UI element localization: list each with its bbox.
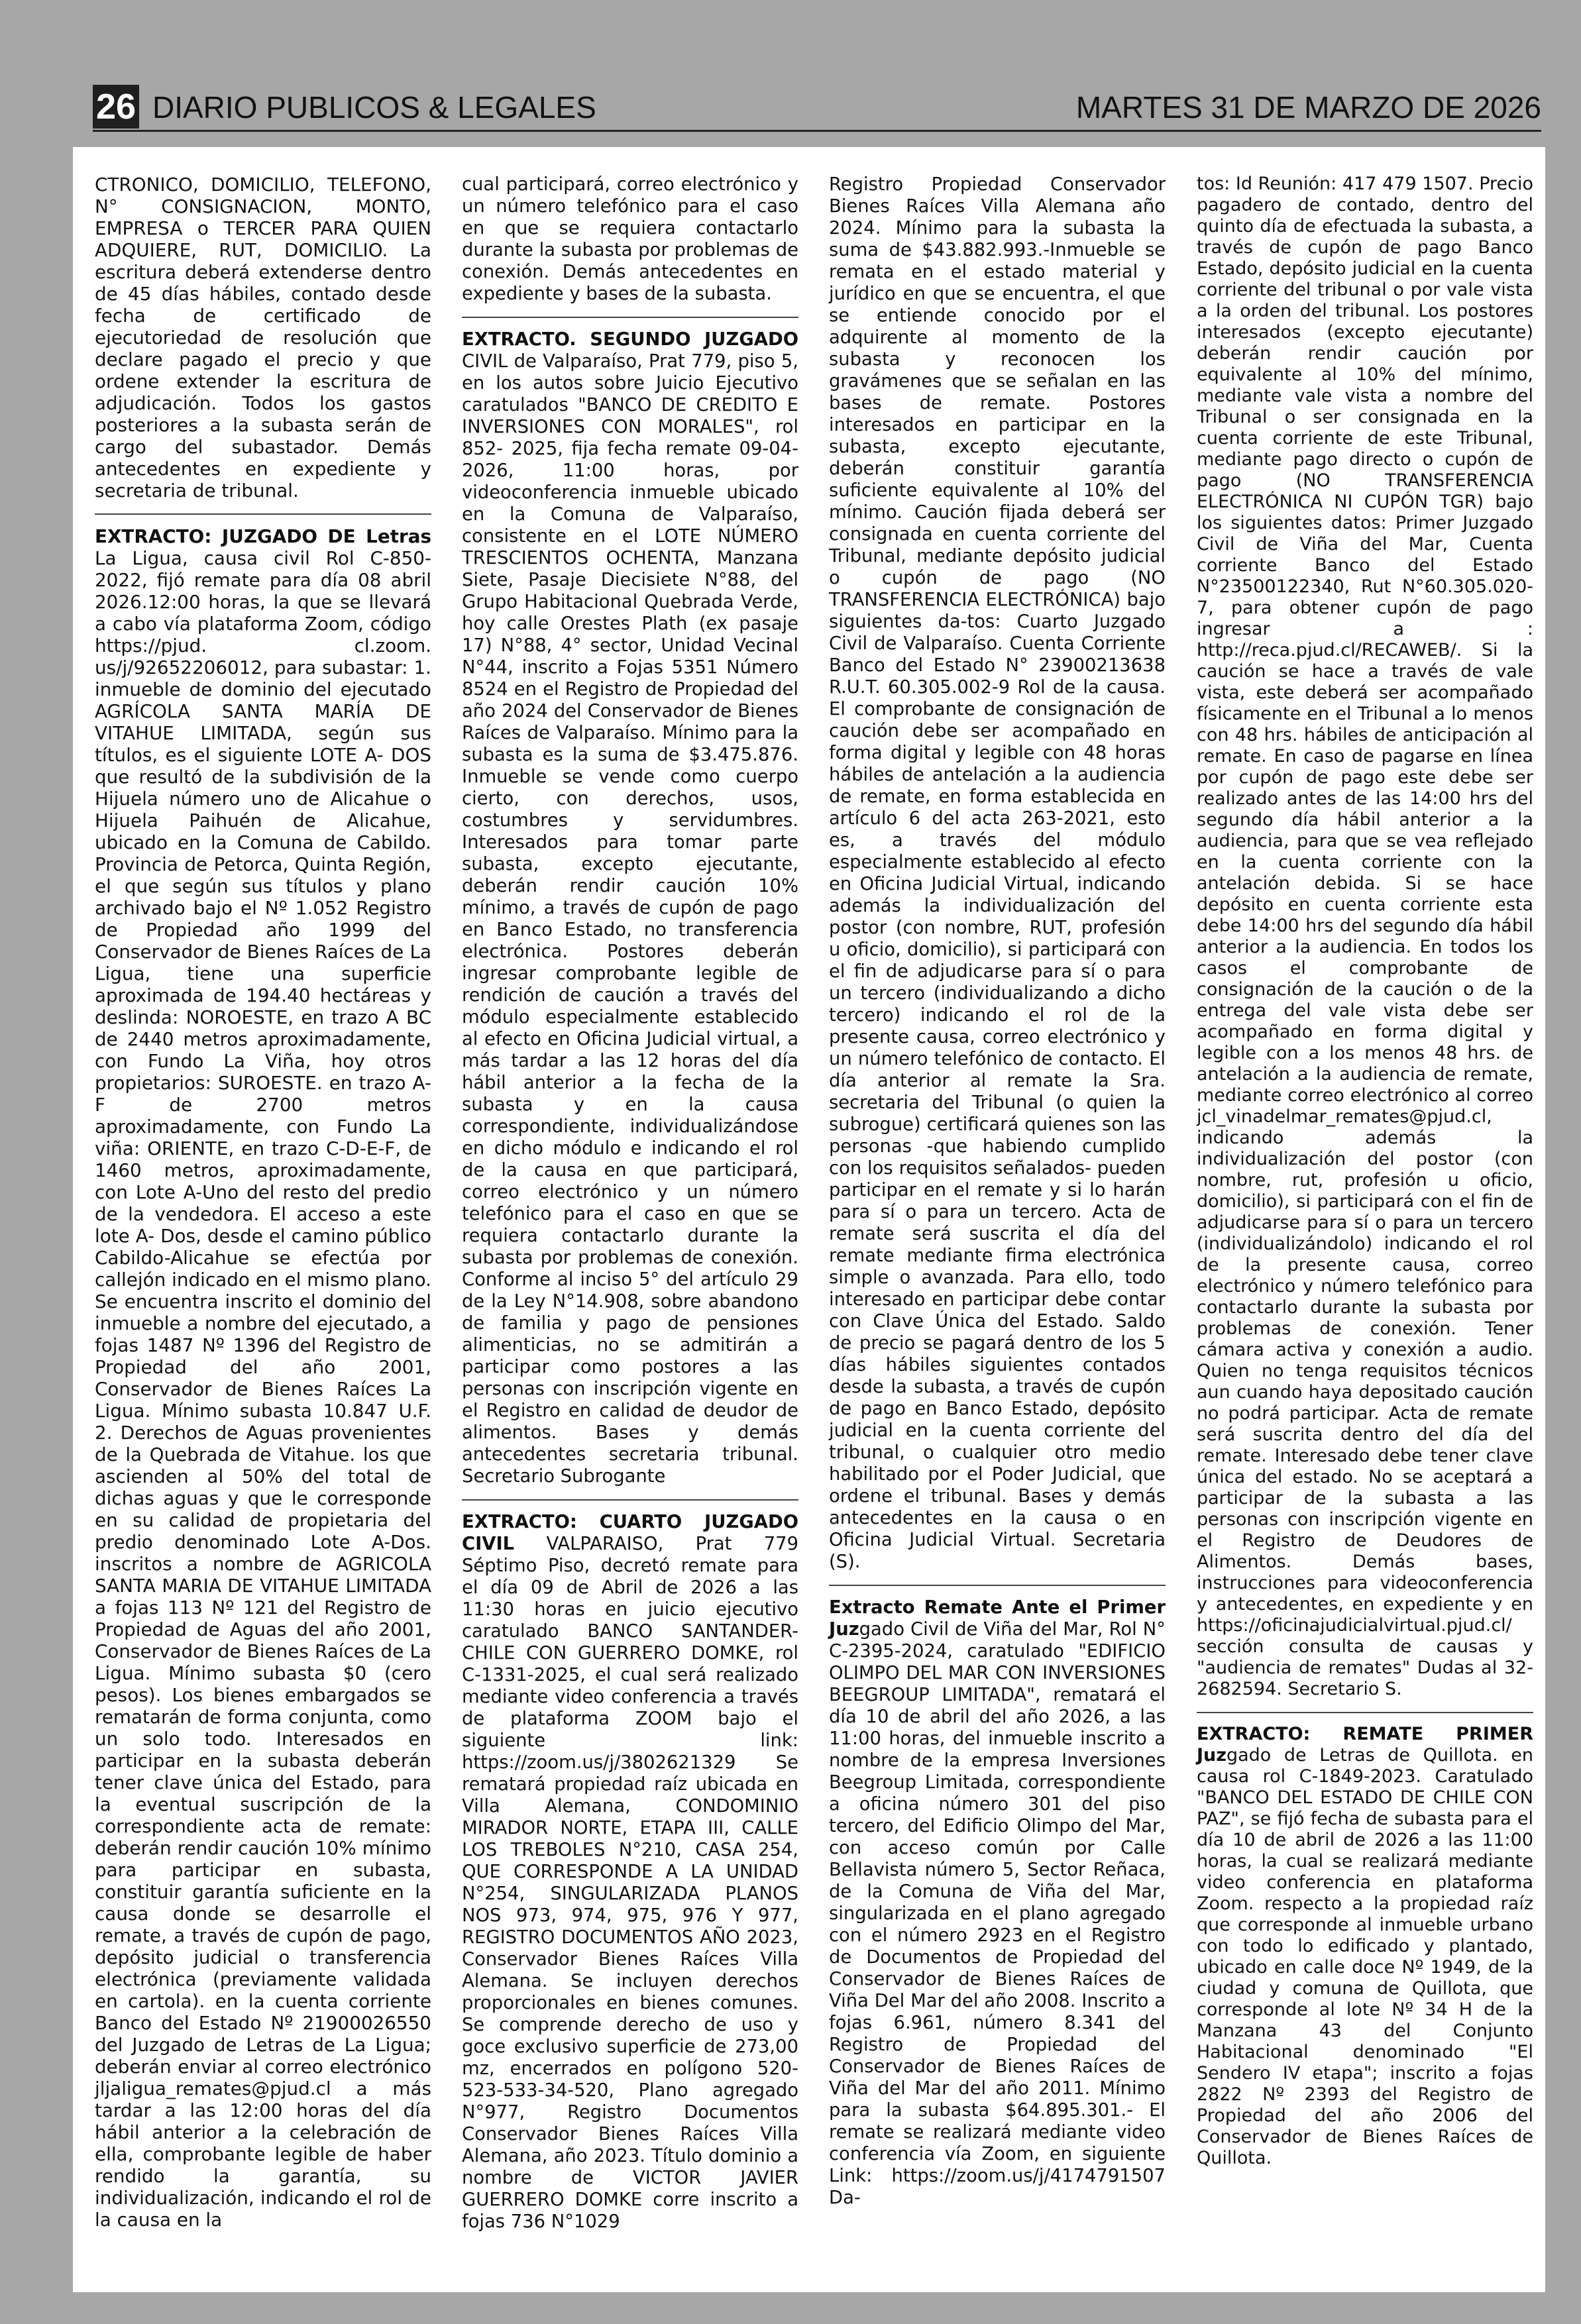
notice-text: CIVIL de Valparaíso, Prat 779, piso 5, en los autos sobre Juicio Ejecutivo caratulados "BANCO DE CREDITO E INVERSIONES CON MORALES", rol 852- 2025, fija fecha remate 09-04-2026, 11:00 horas, por videoconferencia inmueble ubicado en la Comuna de Valparaíso, consistente en el LOTE NÚMERO TRESCIENTOS OCHENTA, Manzana Siete, Pasaje Diecisiete N°88, del Grupo Habitacional Quebrada Verde, hoy calle Orestes Plath (ex pasaje 17) N°88, 4° sector, Unidad Vecinal N°44, inscrito a Fojas 5351 Número 8524 en el Registro de Propiedad del año 2024 del Conservador de Bienes Raíces de Valparaíso. Mínimo para la subasta es la suma de $3.475.876. Inmueble se vende como cuerpo cierto, con derechos, usos, costumbres y servidumbres. Interesados para tomar parte subasta, excepto ejecutante, deberán rendir caución 10% mínimo, a través de cupón de pago en Banco Estado, no transferencia electrónica. Postores deberán ingresar comprobante legible de rendición de caución a través del módulo especialmente establecido al efecto en Oficina Judicial virtual, a más tardar a las 12 horas del día hábil anterior a la fecha de la subasta y en la causa correspondiente, individualizándose en dicho módulo e indicando el rol de la causa en que participará, correo electrónico y un número telefónico para el caso en que se requiera contactarlo durante la subasta por problemas de conexión. Conforme al inciso 5° del artículo 29 de la Ley N°14.908, sobre abandono de familia y pago de pensiones alimenticias, no se admitirán a participar como postores a las personas con inscripción vigente en el Registro en calidad de deudor de alimentos. Bases y demás antecedentes secretaria tribunal. Secretario Subrogante	[462, 351, 798, 1487]
page-number: 26	[93, 85, 139, 129]
notice-separator	[95, 513, 431, 515]
notice-separator	[462, 1499, 798, 1501]
notice-heading: EXTRACTO: CUARTO JUZGADO CIVIL	[462, 1512, 798, 1554]
notice-continuation: tos: Id Reunión: 417 479 1507. Precio pagadero de contado, dentro del quinto día de efectuada la subasta, a través de cupón de pago Banco Estado, depósito judicial en la cuenta corriente del tribunal o por vale vista a la orden del tribunal. Los postores interesados (excepto ejecutante) deberán rendir caución por equivalente al 10% del mínimo, mediante vale vista a nombre del Tribunal o ser consignada en la cuenta corriente de este Tribunal, mediante pago directo o cupón de pago (NO TRANSFERENCIA ELECTRÓNICA NI CUPÓN TGR) bajo los siguientes datos: Primer Juzgado Civil de Viña del Mar, Cuenta corriente Banco del Estado N°23500122340, Rut N°60.305.020-7, para obtener cupón de pago ingresar a : http://reca.pjud.cl/RECAWEB/. Si la caución se hace a través de vale vista, este deberá ser acompañado físicamente en el Tribunal a lo menos con 48 hrs. hábiles de anticipación al remate. En caso de pagarse en línea por cupón de pago este debe ser realizado antes de las 14:00 hrs del segundo día hábil anterior a la audiencia, para que se vea reflejado en la cuenta corriente con la antelación debida. Si se hace depósito en cuenta corriente esta debe 14:00 hrs del segundo día hábil anterior a la audiencia. En todos los casos el comprobante de consignación de la caución o de la entrega del vale vista debe ser acompañado en forma digital y legible con a los menos 48 hrs. de antelación a la audiencia de remate, mediante correo electrónico al correo jcl_vinadelmar_remates@pjud.cl, indicando además la individualización del postor (con nombre, rut, profesión u oficio, domicilio), si participará con el fin de adjudicarse para sí o para un tercero (individualizándolo) indicando el rol de la presente causa, correo electrónico y número telefónico para contactarlo durante la subasta por problemas de conexión. Tener cámara activa y conexión a audio. Quien no tenga requisitos técnicos aun cuando haya depositado caución no podrá participar. Acta de remate será suscrita dentro del día del remate. Interesado debe tener clave única del estado. No se aceptará a participar de la subasta a las personas con inscripción vigente en el Registro de Deudores de Alimentos. Demás bases, instrucciones para videoconferencia y antecedentes, en expediente y en https://oficinajudicialvirtual.pjud.cl/ sección consulta de causas y "audiencia de remates" Dudas al 32-2682594. Secretario S.	[1197, 174, 1533, 1699]
notice-heading: EXTRACTO: REMATE PRIMER Juz	[1197, 1724, 1533, 1766]
notice-heading: Extracto Remate Ante el Primer Juz	[829, 1597, 1166, 1640]
notice-text: VALPARAISO, Prat 779 Séptimo Piso, decretó remate para el día 09 de Abril de 2026 a las 11:30 horas en juicio ejecutivo caratulado BANCO SANTANDER-CHILE CON GUERRERO DOMKE, rol C-1331-2025, el cual será realizado mediante video conferencia a través de plataforma ZOOM bajo el siguiente link: https://zoom.us/j/3802621329 Se rematará propiedad raíz ubicada en Villa Alemana, CONDOMINIO MIRADOR NORTE, ETAPA III, CALLE LOS TREBOLES N°210, CASA 254, QUE CORRESPONDE A LA UNIDAD N°254, SINGULARIZADA PLANOS NOS 973, 974, 975, 976 Y 977, REGISTRO DOCUMENTOS AÑO 2023, Conservador Bienes Raíces Villa Alemana. Se incluyen derechos proporcionales en bienes comunes. Se comprende derecho de uso y goce exclusivo superficie de 273,00 mz, encerrados en polígono 520-523-533-34-520, Plano agregado N°977, Registro Documentos Conservador Bienes Raíces Villa Alemana, año 2023. Título dominio a nombre de VICTOR JAVIER GUERRERO DOMKE corre inscrito a fojas 736 N°1029	[462, 1534, 798, 2232]
column-2	[462, 174, 798, 2233]
publication-title: DIARIO PUBLICOS & LEGALES	[152, 90, 596, 125]
notice	[95, 525, 431, 2231]
notice	[829, 1597, 1166, 2209]
notice-heading: EXTRACTO. SEGUNDO JUZGADO	[462, 329, 798, 350]
column-1	[95, 174, 431, 2231]
header-rule	[93, 130, 1541, 132]
notice-separator	[829, 1585, 1166, 1586]
notice-heading: EXTRACTO: JUZGADO DE Letras	[95, 525, 431, 547]
notice	[1197, 1724, 1533, 2169]
notice-continuation: Registro Propiedad Conservador Bienes Raíces Villa Alemana año 2024. Mínimo para la subasta la suma de $43.882.993.-Inmueble se remata en el estado material y jurídico en que se encuentra, el que se entiende conocido por el adquirente al momento de la subasta y reconocen los gravámenes que se señalan en las bases de remate. Postores interesados en participar en la subasta, excepto ejecutante, deberán constituir garantía suficiente equivalente al 10% del mínimo. Caución fijada deberá ser consignada en cuenta corriente del Tribunal, mediante depósito judicial o cupón de pago (NO TRANSFERENCIA ELECTRÓNICA) bajo siguientes da-tos: Cuarto Juzgado Civil de Valparaíso. Cuenta Corriente Banco del Estado N° 23900213638 R.U.T. 60.305.002-9 Rol de la causa. El comprobante de consignación de caución debe ser acompañado en forma digital y legible con 48 horas hábiles de antelación a la audiencia de remate, en forma establecida en artículo 6 del acta 263-2021, esto es, a través del módulo especialmente establecido al efecto en Oficina Judicial Virtual, indicando además la individualización del postor (con nombre, RUT, profesión u oficio, domicilio), si participará con el fin de adjudicarse para sí o para un tercero (individualizando a dicho tercero) indicando el rol de la presente causa, correo electrónico y un número telefónico de contacto. El día anterior al remate la Sra. secretaria del Tribunal (o quien la subrogue) certificará quienes son las personas -que habiendo cumplido con los requisitos señalados- pueden participar en el remate y si lo harán para sí o para un tercero. Acta de remate será suscrita el día del remate mediante firma electrónica simple o avanzada. Para ello, todo interesado en participar debe contar con Clave Única del Estado. Saldo de precio se pagará dentro de los 5 días hábiles siguientes contados desde la subasta, a través de cupón de pago en Banco Estado, depósito judicial en la cuenta corriente del tribunal, o cualquier otro medio habilitado por el Poder Judicial, que ordene el tribunal. Bases y demás antecedentes en la causa o en Oficina Judicial Virtual. Secretaria (S).	[829, 174, 1166, 1572]
notice-continuation: cual participará, correo electrónico y un número telefónico para el caso en que se requiera contactarlo durante la subasta por problemas de conexión. Demás antecedentes en expediente y bases de la subasta.	[462, 174, 798, 304]
notice-text: La Ligua, causa civil Rol C-850-2022, fijó remate para día 08 abril 2026.12:00 horas, la que se llevará a cabo vía plataforma Zoom, código https://pjud. cl.zoom. us/j/92652206012, para subastar: 1. inmueble de dominio del ejecutado AGRÍCOLA SANTA MARÍA DE VITAHUE LIMITADA, según sus títulos, es el siguiente LOTE A- DOS que resultó de la subdivisión de la Hijuela número uno de Alicahue o Hijuela Paihuén de Alicahue, ubicado en la Comuna de Cabildo. Provincia de Petorca, Quinta Región, el que según sus títulos y plano archivado bajo el Nº 1.052 Registro de Propiedad año 1999 del Conservador de Bienes Raíces de La Ligua, tiene una superficie aproximada de 194.40 hectáreas y deslinda: NOROESTE, en trazo A BC de 2440 metros aproximadamente, con Fundo La Viña, hoy otros propietarios: SUROESTE. en trazo A-F de 2700 metros aproximadamente, con Fundo La viña: ORIENTE, en trazo C-D-E-F, de 1460 metros, aproximadamente, con Lote A-Uno del resto del predio de la vendedora. El acceso a este lote A- Dos, desde el camino público Cabildo-Alicahue se efectúa por callejón indicado en el mismo plano. Se encuentra inscrito el dominio del inmueble a nombre del ejecutado, a fojas 1487 Nº 1396 del Registro de Propiedad del año 2001, Conservador de Bienes Raíces La Ligua. Mínimo subasta 10.847 U.F. 2. Derechos de Aguas provenientes de la Quebrada de Vitahue. los que ascienden al 50% del total de dichas aguas y que le corresponde en su calidad de propietaria del predio denominado Lote A-Dos. inscritos a nombre de AGRICOLA SANTA MARIA DE VITAHUE LIMITADA a fojas 113 Nº 121 del Registro de Propiedad de Aguas del año 2001, Conservador de Bienes Raíces de La Ligua. Mínimo subasta $0 (cero pesos). Los bienes embargados se rematarán de forma conjunta, como un solo todo. Interesados en participar en la subasta deberán tener clave única del Estado, para la eventual suscripción de la correspondiente acta de remate: deberán rendir caución 10% mínimo para participar en subasta, constituir garantía suficiente en la causa donde se desarrolle el remate, a través de cupón de pago, depósito judicial o transferencia electrónica (previamente validada en cartola). en la cuenta corriente Banco del Estado Nº 21900026550 del Juzgado de Letras de La Ligua; deberán enviar al correo electrónico jljaligua_remates@pjud.cl a más tardar a las 12:00 horas del día hábil anterior a la celebración de ella, comprobante legible de haber rendido la garantía, su individualización, indicando el rol de la causa en la	[95, 547, 431, 2231]
notice-separator	[1197, 1712, 1533, 1713]
notice	[462, 329, 798, 1487]
column-4	[1197, 174, 1533, 2169]
issue-date: MARTES 31 DE MARZO DE 2026	[1075, 90, 1541, 125]
notice-text: gado Civil de Viña del Mar, Rol N° C-2395-2024, caratulado "EDIFICIO OLIMPO DEL MAR CON INVERSIONES BEEGROUP LIMITADA", rematará el día 10 de abril del año 2026, a las 11:00 horas, del inmueble inscrito a nombre de la empresa Inversiones Beegroup Limitada, correspondiente a oficina número 301 del piso tercero, del Edificio Olimpo del Mar, con acceso común por Calle Bellavista número 5, Sector Reñaca, de la Comuna de Viña del Mar, singularizada en el plano agregado con el número 2923 en el Registro de Documentos de Propiedad del Conservador de Bienes Raíces de Viña Del Mar del año 2008. Inscrito a fojas 6.961, número 8.341 del Registro de Propiedad del Conservador de Bienes Raíces de Viña del Mar del año 2011. Mínimo para la subasta $64.895.301.- El remate se realizará mediante video conferencia vía Zoom, en siguiente Link: https://zoom.us/j/4174791507 Da-	[829, 1619, 1166, 2208]
column-3	[829, 174, 1166, 2209]
notice-text: gado de Letras de Quillota. en causa rol C-1849-2023. Caratulado "BANCO DEL ESTADO DE CHILE CON PAZ", se fijó fecha de subasta para el día 10 de abril de 2026 a las 11:00 horas, la cual se realizará mediante video conferencia en plataforma Zoom. respecto a la propiedad raíz que corresponde al inmueble urbano con todo lo edificado y plantado, ubicado en calle doce Nº 1949, de la ciudad y comuna de Quillota, que corresponde al lote Nº 34 H de la Manzana 43 del Conjunto Habitacional denominado "El Sendero IV etapa"; inscrito a fojas 2822 Nº 2393 del Registro de Propiedad del año 2006 del Conservador de Bienes Raíces de Quillota.	[1197, 1745, 1533, 2168]
notice	[462, 1511, 798, 2233]
notice-separator	[462, 317, 798, 318]
page-header	[93, 85, 1541, 129]
notice-continuation: CTRONICO, DOMICILIO, TELEFONO, N° CONSIGNACION, MONTO, EMPRESA o TERCER PARA QUIEN ADQUIERE, RUT, DOMICILIO. La escritura deberá extenderse dentro de 45 días hábiles, contado desde fecha de certificado de ejecutoriedad de resolución que declare pagado el precio y que ordene extender la escritura de adjudicación. Todos los gastos posteriores a la subasta serán de cargo del subastador. Demás antecedentes en expediente y secretaria de tribunal.	[95, 174, 431, 502]
